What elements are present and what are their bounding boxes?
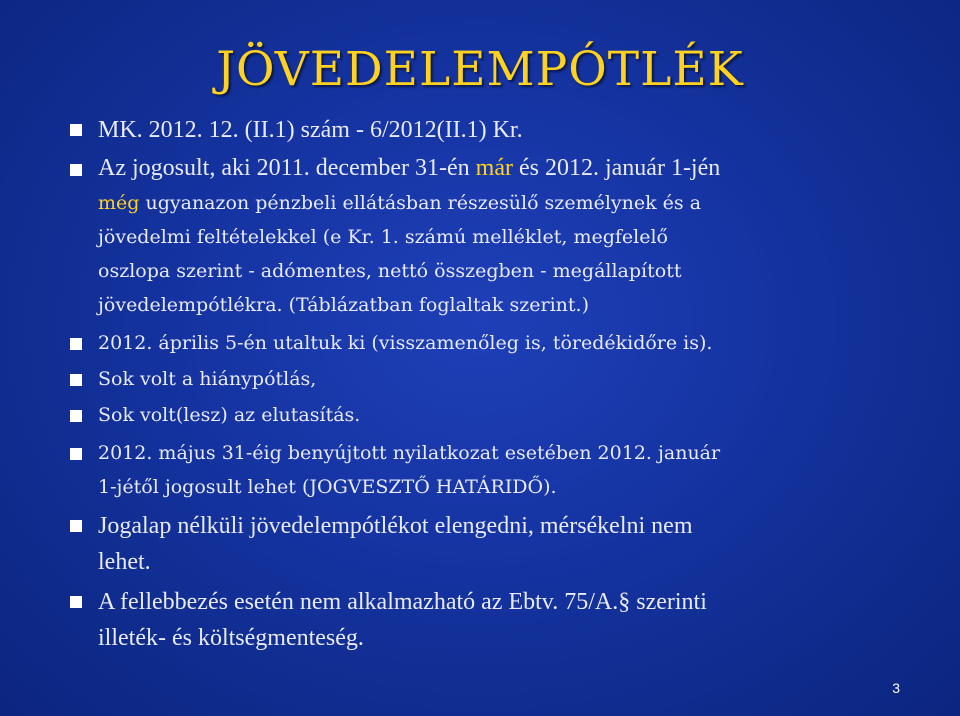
- bullet-line: 1-jétől jogosult lehet (JOGVESZTŐ HATÁRIDŐ).: [98, 476, 557, 498]
- text-run: Az jogosult, aki 2011. december 31-én: [98, 155, 476, 181]
- bullet-line: jövedelmi feltételekkel (e Kr. 1. számú melléklet, megfelelő: [98, 226, 668, 248]
- square-bullet-icon: [70, 520, 82, 532]
- bullet-text-4: Sok volt a hiánypótlás,: [98, 368, 317, 390]
- bullet-list: [60, 112, 940, 656]
- slide-title: JÖVEDELEMPÓTLÉK: [216, 42, 744, 97]
- bullet-line: jövedelempótlékra. (Táblázatban foglaltak szerint.): [98, 294, 589, 316]
- bullet-line: 2012. május 31-éig benyújtott nyilatkozat esetében 2012. január: [98, 442, 721, 464]
- bullet-item-2: [60, 150, 940, 322]
- text-run: és 2012. január 1-jén: [512, 155, 721, 181]
- bullet-line: illeték- és költségmenteség.: [98, 625, 364, 651]
- bullet-item-3: [60, 326, 940, 360]
- page-number: 3: [892, 680, 900, 696]
- square-bullet-icon: [70, 164, 82, 176]
- bullet-item-6: [60, 436, 940, 504]
- square-bullet-icon: [70, 374, 82, 386]
- bullet-line: [98, 186, 940, 220]
- bullet-item-7: [60, 508, 940, 580]
- bullet-item-8: [60, 584, 940, 656]
- bullet-text-5: Sok volt(lesz) az elutasítás.: [98, 404, 361, 426]
- square-bullet-icon: [70, 448, 82, 460]
- bullet-line: [98, 150, 940, 186]
- bullet-line: A fellebbezés esetén nem alkalmazható az Ebtv. 75/A.§ szerinti: [98, 589, 707, 615]
- square-bullet-icon: [70, 124, 82, 136]
- bullet-text-3: 2012. április 5-én utaltuk ki (visszamenőleg is, töredékidőre is).: [98, 332, 713, 354]
- text-run: ugyanazon pénzbeli ellátásban részesülő személynek és a: [139, 192, 702, 214]
- square-bullet-icon: [70, 410, 82, 422]
- highlight-text: még: [98, 192, 140, 214]
- bullet-text-1: MK. 2012. 12. (II.1) szám - 6/2012(II.1) Kr.: [98, 117, 523, 143]
- bullet-line: oszlopa szerint - adómentes, nettó összegben - megállapított: [98, 260, 682, 282]
- bullet-item-1: [60, 112, 940, 148]
- square-bullet-icon: [70, 338, 82, 350]
- bullet-line: Jogalap nélküli jövedelempótlékot elengedni, mérsékelni nem: [98, 513, 693, 539]
- square-bullet-icon: [70, 596, 82, 608]
- bullet-item-4: [60, 362, 940, 396]
- bullet-line: lehet.: [98, 549, 151, 575]
- highlight-text: már: [475, 155, 513, 181]
- bullet-item-5: [60, 398, 940, 432]
